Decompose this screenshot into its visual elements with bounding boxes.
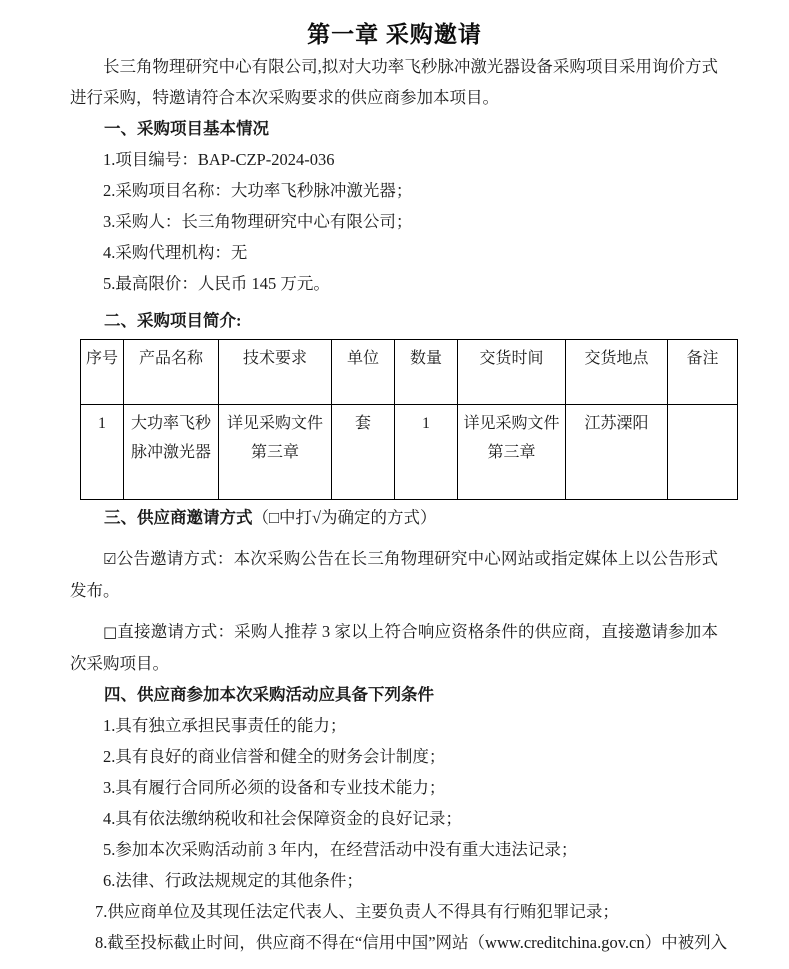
section-three-heading-note: （□中打√为确定的方式） bbox=[252, 508, 437, 527]
section-four-item-3: 3.具有履行合同所必须的设备和专业技术能力； bbox=[103, 778, 446, 797]
cell-place: 江苏溧阳 bbox=[566, 405, 668, 500]
option-direct-label: 直接邀请方式： bbox=[117, 622, 235, 641]
col-header-tech: 技术要求 bbox=[219, 340, 332, 405]
option-announcement bbox=[70, 543, 718, 606]
cell-time: 详见采购文件第三章 bbox=[458, 405, 566, 500]
section-three-heading-text: 三、供应商邀请方式 bbox=[104, 508, 253, 527]
procurement-table bbox=[80, 339, 738, 500]
page-title: 第一章 采购邀请 bbox=[307, 22, 482, 47]
section-heading-one: 一、采购项目基本情况 bbox=[104, 119, 269, 138]
option-direct-text: 采购人推荐 3 家以上符合响应资格条件的供应商，直接邀请参加本次采购项目。 bbox=[70, 622, 718, 673]
section-four-item-4: 4.具有依法缴纳税收和社会保障资金的良好记录； bbox=[103, 809, 462, 828]
cell-name: 大功率飞秒脉冲激光器 bbox=[124, 405, 219, 500]
table-row bbox=[81, 405, 738, 500]
col-header-memo: 备注 bbox=[668, 340, 738, 405]
option-direct bbox=[70, 616, 718, 679]
intro-paragraph: 长三角物理研究中心有限公司,拟对大功率飞秒脉冲激光器设备采购项目采用询价方式进行采购，特邀请符合本次采购要求的供应商参加本项目。 bbox=[70, 57, 718, 107]
table-header-row bbox=[81, 340, 738, 405]
section-one-item-2: 2.采购项目名称：大功率飞秒脉冲激光器； bbox=[103, 181, 413, 200]
col-header-place: 交货地点 bbox=[566, 340, 668, 405]
section-four-item-7: 7.供应商单位及其现任法定代表人、主要负责人不得具有行贿犯罪记录； bbox=[95, 902, 619, 921]
checkbox-checked-icon[interactable]: ☑ bbox=[103, 550, 117, 568]
option-announcement-label: 公告邀请方式： bbox=[116, 549, 234, 568]
section-four-item-2: 2.具有良好的商业信誉和健全的财务会计制度； bbox=[103, 747, 446, 766]
col-header-name: 产品名称 bbox=[124, 340, 219, 405]
cell-qty: 1 bbox=[395, 405, 458, 500]
section-four-item-5: 5.参加本次采购活动前 3 年内，在经营活动中没有重大违法记录； bbox=[103, 840, 578, 859]
section-heading-three bbox=[70, 502, 718, 533]
section-one-item-3: 3.采购人：长三角物理研究中心有限公司； bbox=[103, 212, 413, 231]
section-heading-four: 四、供应商参加本次采购活动应具备下列条件 bbox=[104, 685, 434, 704]
option-announcement-text: 本次采购公告在长三角物理研究中心网站或指定媒体上以公告形式发布。 bbox=[70, 549, 719, 600]
section-heading-two: 二、采购项目简介: bbox=[104, 311, 242, 330]
section-four-item-8: 8.截至投标截止时间，供应商不得在“信用中国”网站（www.creditchina.gov.cn）中被列入 bbox=[95, 933, 728, 952]
cell-unit: 套 bbox=[332, 405, 395, 500]
document-body bbox=[0, 51, 789, 336]
cell-seq: 1 bbox=[81, 405, 124, 500]
col-header-unit: 单位 bbox=[332, 340, 395, 405]
col-header-seq: 序号 bbox=[81, 340, 124, 405]
section-one-item-5: 5.最高限价：人民币 145 万元。 bbox=[103, 274, 330, 293]
section-one-item-4: 4.采购代理机构：无 bbox=[103, 243, 248, 262]
section-one-item-1: 1.项目编号：BAP-CZP-2024-036 bbox=[103, 150, 335, 169]
cell-memo bbox=[668, 405, 738, 500]
col-header-time: 交货时间 bbox=[458, 340, 566, 405]
procurement-table-wrap bbox=[0, 336, 789, 502]
checkbox-unchecked-icon[interactable]: □ bbox=[103, 623, 118, 641]
section-four-item-1: 1.具有独立承担民事责任的能力； bbox=[103, 716, 347, 735]
col-header-qty: 数量 bbox=[395, 340, 458, 405]
document-body-lower bbox=[0, 502, 789, 958]
section-four-item-6: 6.法律、行政法规规定的其他条件； bbox=[103, 871, 363, 890]
cell-tech: 详见采购文件第三章 bbox=[219, 405, 332, 500]
